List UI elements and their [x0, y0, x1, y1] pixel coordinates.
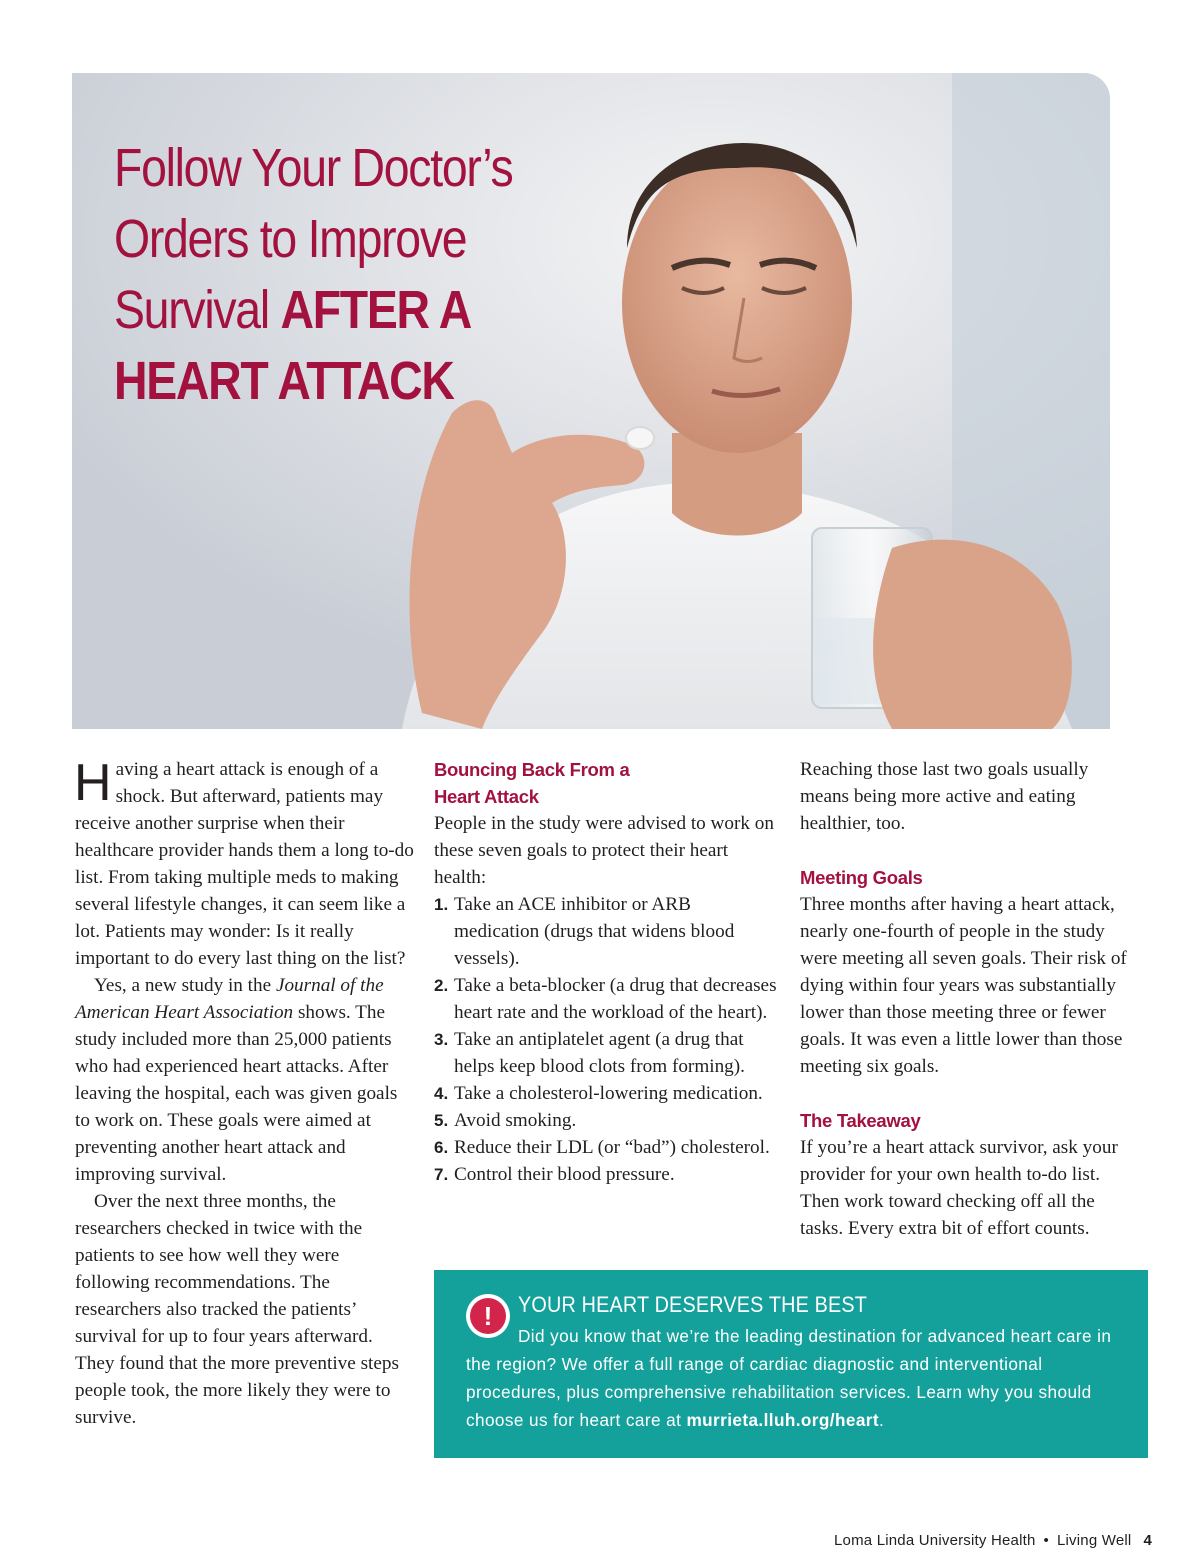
- callout-text: Did you know that we’re the leading destination for advanced heart care in the region? We offer a full range of cardiac diagnostic and interventional procedures, plus comprehensive rehabilitation services. Learn why you should choose us for heart care at: [466, 1326, 1112, 1430]
- article-title: [114, 133, 578, 417]
- goal-text: Take an ACE inhibitor or ARB medication (drugs that widens blood vessels).: [454, 894, 735, 969]
- goal-number: 7.: [434, 1165, 449, 1184]
- column-1: [75, 756, 415, 1431]
- goal-number: 5.: [434, 1111, 449, 1130]
- goal-item: [434, 1134, 779, 1161]
- goal-text: Control their blood pressure.: [454, 1164, 675, 1185]
- goal-number: 3.: [434, 1030, 449, 1049]
- drop-cap: H: [74, 754, 112, 812]
- column-3: [800, 756, 1130, 1242]
- intro-paragraph: [75, 756, 415, 972]
- heading-takeaway: The Takeaway: [800, 1110, 921, 1131]
- takeaway-paragraph: If you’re a heart attack survivor, ask your provider for your own health to-do list. Then work toward checking off all the tasks. Every extra bit of effort counts.: [800, 1137, 1118, 1239]
- title-line-1: Follow Your Doctor’s: [114, 138, 513, 198]
- page-number: 4: [1143, 1532, 1152, 1549]
- goal-text: Take a beta-blocker (a drug that decreases heart rate and the workload of the heart).: [454, 975, 777, 1023]
- study-paragraph: [75, 972, 415, 1188]
- hero-banner: [72, 73, 1110, 729]
- goal-text: Avoid smoking.: [454, 1110, 577, 1131]
- heading-bouncing-back: [434, 756, 779, 810]
- goal-text: Take a cholesterol-lowering medication.: [454, 1083, 763, 1104]
- title-line-3: [114, 275, 578, 346]
- goal-number: 4.: [434, 1084, 449, 1103]
- goal-item: [434, 1080, 779, 1107]
- journal-name: Journal of the American Heart Association: [75, 975, 384, 1023]
- goal-text: Reduce their LDL (or “bad”) cholesterol.: [454, 1137, 770, 1158]
- heading-bouncing-back-line-1: Bouncing Back From a: [434, 759, 630, 780]
- goal-item: [434, 972, 779, 1026]
- page-footer: [834, 1532, 1152, 1549]
- title-line-2: Orders to Improve: [114, 209, 467, 269]
- intro-text: aving a heart attack is enough of a shock. But afterward, patients may receive another surprise when their healthcare provider hands them a long to-do list. From taking multiple meds to making several lifestyle changes, it can seem like a lot. Patients may wonder: Is it really important to do every last thing on the list?: [75, 759, 414, 969]
- goal-item: [434, 1026, 779, 1080]
- goals-list: [434, 891, 779, 1188]
- goal-number: 1.: [434, 895, 449, 914]
- heading-meeting-goals: Meeting Goals: [800, 867, 923, 888]
- goals-intro: People in the study were advised to work on these seven goals to protect their heart health:: [434, 813, 774, 888]
- goal-text: Take an antiplatelet agent (a drug that helps keep blood clots from forming).: [454, 1029, 745, 1077]
- heart-care-callout: [434, 1270, 1148, 1458]
- title-line-4: HEART ATTACK: [114, 351, 454, 411]
- callout-body: [466, 1322, 1126, 1434]
- title-line-3-bold: AFTER A: [280, 280, 471, 340]
- study-text-start: Yes, a new study in the: [94, 975, 276, 996]
- goal-item: [434, 1107, 779, 1134]
- footer-publication: Living Well: [1056, 1532, 1132, 1549]
- column-2: [434, 756, 779, 1188]
- exclamation-glyph: !: [470, 1298, 506, 1334]
- goal-number: 2.: [434, 976, 449, 995]
- heart-care-link[interactable]: murrieta.lluh.org/heart: [686, 1410, 880, 1430]
- goal-number: 6.: [434, 1138, 449, 1157]
- goal-item: [434, 1161, 779, 1188]
- callout-title: YOUR HEART DESERVES THE BEST: [518, 1292, 868, 1317]
- footer-org: Loma Linda University Health: [834, 1532, 1036, 1549]
- heading-bouncing-back-line-2: Heart Attack: [434, 786, 539, 807]
- study-text-rest: shows. The study included more than 25,000 patients who had experienced heart attacks. After leaving the hospital, each was given goals to work on. These goals were aimed at preventing another heart attack and improving survival.: [75, 1002, 398, 1185]
- title-line-3-light: Survival: [114, 280, 281, 340]
- meeting-goals-paragraph: Three months after having a heart attack, nearly one-fourth of people in the study were meeting all seven goals. Their risk of dying within four years was substantially lower than those meeting three or fewer goals. It was even a little lower than those meeting six goals.: [800, 894, 1127, 1077]
- goal-item: [434, 891, 779, 972]
- active-paragraph: Reaching those last two goals usually means being more active and eating healthier, too.: [800, 759, 1089, 834]
- callout-end: .: [879, 1410, 885, 1430]
- footer-separator: •: [1043, 1532, 1049, 1549]
- results-paragraph: Over the next three months, the researchers checked in twice with the patients to see how well they were following recommendations. The researchers also tracked the patients’ survival for up to four years afterward. They found that the more preventive steps people took, the more likely they were to survive.: [75, 1191, 399, 1428]
